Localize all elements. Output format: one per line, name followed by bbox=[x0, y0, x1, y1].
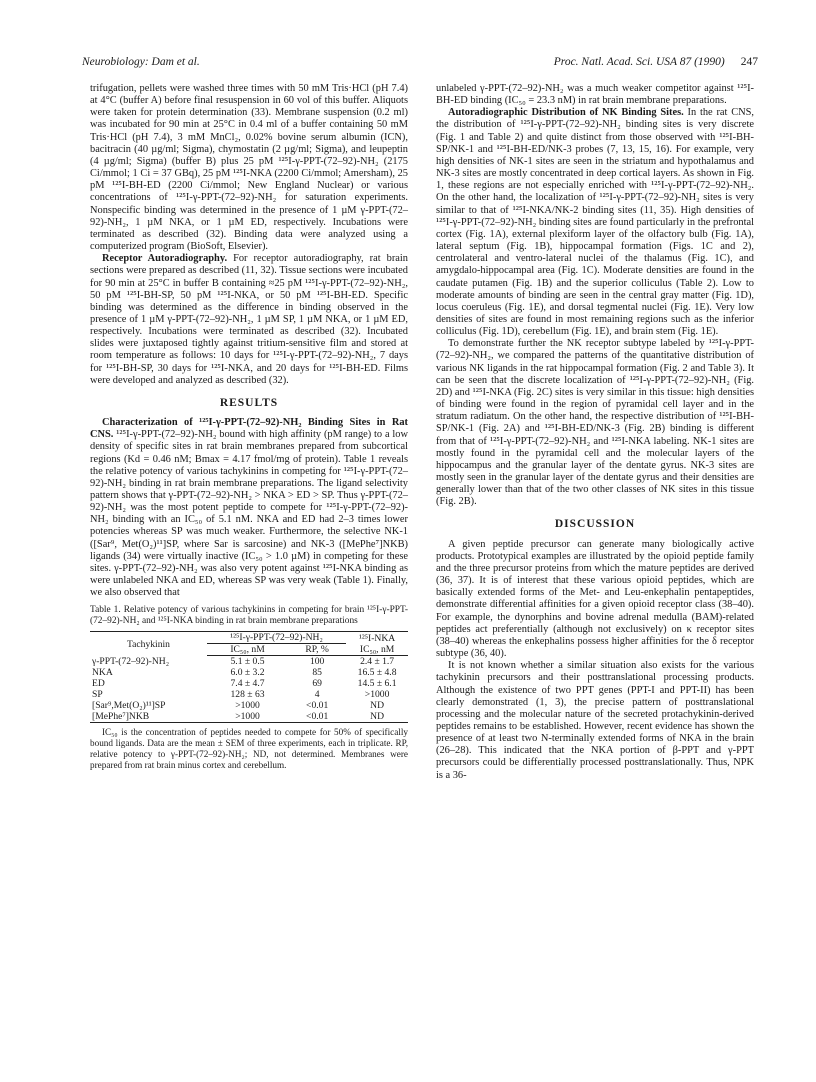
paragraph-body: In the rat CNS, the distribution of ¹²⁵I-γ-PPT-(72–92)-NH₂ binding sites is very discrete (Fig. 1 and Table 2) and quite distinct from those observed with ¹²⁵I-BH-SP/NK-1 and ¹²⁵I-BH-ED/NK-3 probes (7, 13, 15, 16). For example, very high densities of NK-1 sites are seen in the striatum and hypothalamus and NK-3 sites are mostly concentrated in deep cortical layers. As shown in Fig. 1, these regions are not especially enriched with ¹²⁵I-γ-PPT-(72–92)-NH₂. On the other hand, the localization of ¹²⁵I-γ-PPT-(72–92)-NH₂ sites is very similar to that of ¹²⁵I-NKA/NK-2 binding sites (11, 35). High densities of ¹²⁵I-γ-PPT-(72–92)-NH₂ binding sites are found particularly in the prefrontal cortex (Fig. 1A), external plexiform layer of the olfactory bulb (Fig. 1A), lateral septum (Fig. 1B), hippocampal formation (Figs. 1C and 2), centrolateral and ventro-lateral nuclei of the thalamus (Fig. 1C), and amygdalo-hippocampal area (Fig. 1C). Moderate densities are found in the caudate putamen (Fig. 1B) and the superior colliculus (Table 2). Low to moderate amounts of binding are seen in the central gray matter (Fig. 1D), locus coeruleus (Fig. 1E), and dorsal tegmental nuclei (Fig. 1E). Very low densities of sites are found in most remaining regions such as the inferior colliculus (Fig. 1D), cerebellum (Fig. 1E), and brain stem (Fig. 1E). bbox=[436, 107, 755, 338]
paragraph-discussion-1: A given peptide precursor can generate many biologically active products. Prototypical examples are illustrated by the opioid peptide family and the three precursor proteins from which the mature peptides are derived (36, 37). It is of interest that these various opioid peptides, which are basically extended forms of the Met- and Leu-enkephalin pentapeptides, demonstrate differential affinities for a given opioid receptor class (38–40). For example, the dynorphins and bovine adrenal medulla (BAM)-related peptides act preferentially (although not exclusively) on κ receptor sites (38–40) whereas the enkephalins possess higher affinities for the δ receptor subtype (36, 40). bbox=[436, 538, 754, 660]
table-row: [MePhe⁷]NKB >1000 <0.01 ND bbox=[90, 711, 408, 723]
header-journal: Proc. Natl. Acad. Sci. USA 87 (1990) bbox=[553, 56, 725, 68]
paragraph-methods-binding: trifugation, pellets were washed three times with 50 mM Tris·HCl (pH 7.4) at 4°C (buffer A) before final resuspension in 60 vol of this buffer. Aliquots were taken for protein determination (33). Membrane suspension (0.2 ml) was incubated for 90 min at 25°C in 0.4 ml of a buffer containing 50 mM Tris·HCl (pH 7.4), 3 mM MnCl₂, 0.02% bovine serum albumin (ICN), bacitracin (40 µg/ml; Sigma), chymostatin (2 µg/ml; Sigma), and leupeptin (4 µg/ml; Sigma) (buffer B) plus 25 pM ¹²⁵I-γ-PPT-(72–92)-NH₂ (2175 Ci/mmol; 1 Ci = 37 GBq), 25 pM ¹²⁵I-NKA (2200 Ci/mmol; Amersham), 25 pM ¹²⁵I-BH-ED (2200 Ci/mmol; New England Nuclear) or various concentrations of ¹²⁵I-γ-PPT-(72–92)-NH₂ for saturation experiments. Nonspecific binding was determined in the presence of 1 µM γ-PPT-(72–92)-NH₂, 1 µM NKA, or 1 µM ED, respectively. Incubations were terminated as described (32). Binding data were analyzed using a computerized program (BioSoft, Elsevier). bbox=[90, 83, 408, 253]
section-heading-results: RESULTS bbox=[219, 396, 279, 409]
table-row: γ-PPT-(72–92)-NH₂ 5.1 ± 0.5 100 2.4 ± 1.7 bbox=[92, 656, 395, 668]
table-row: NKA 6.0 ± 3.2 85 16.5 ± 4.8 bbox=[92, 667, 397, 679]
run-in-heading: Characterization of ¹²⁵I-γ-PPT-(72–92)-NH₂ Binding Sites in Rat CNS. bbox=[90, 417, 408, 441]
table-row: SP 128 ± 63 4 >1000 bbox=[92, 689, 390, 701]
section-heading-discussion: DISCUSSION bbox=[554, 518, 636, 531]
run-in-heading: Receptor Autoradiography. bbox=[102, 253, 228, 265]
run-in-heading: Autoradiographic Distribution of NK Binding Sites. bbox=[448, 107, 684, 119]
paragraph-discussion-2: It is not known whether a similar situation also exists for the various tachykinin precursors and their posttranslational processing products. Although the existence of two PPT genes (PPT-I and PPT-II) has been clearly demonstrated (1, 3), the precise pattern of posttranslational processing and the molecular nature of the secreted protachykinin-derived peptides remains to be established. However, recent evidence has shown the presence of at least two N-terminally extended forms of NKA in the brain (26–28). This indicated that the NKA portion of β-PPT and γ-PPT precursors could be differentially processed posttranslationally. Thus, NPK is a 36- bbox=[436, 660, 754, 781]
paragraph-characterization bbox=[90, 417, 408, 599]
page-number: 247 bbox=[740, 56, 758, 68]
table-row: [Sar⁹,Met(O₂)¹¹]SP >1000 <0.01 ND bbox=[92, 700, 385, 712]
paragraph-continued: unlabeled γ-PPT-(72–92)-NH₂ was a much weaker competitor against ¹²⁵I-BH-ED binding (IC₅₀ = 23.3 nM) in rat brain membrane preparations. bbox=[436, 83, 754, 107]
col-ic50: IC₅₀, nM bbox=[207, 644, 288, 656]
col-rp: RP, % bbox=[288, 644, 346, 656]
paragraph-autoradiographic-distribution bbox=[436, 107, 754, 338]
right-column bbox=[436, 83, 754, 782]
paragraph-autoradiography bbox=[90, 253, 408, 387]
header-right bbox=[554, 56, 758, 68]
group-header-nka: ¹²⁵I-NKA bbox=[346, 632, 408, 644]
table-footnote: IC₅₀ is the concentration of peptides needed to compete for 50% of specifically bound ligands. Data are the mean ± SEM of three experiments, each in triplicate. RP, relative potency to γ-PPT-(72–92)-NH₂; ND, not determined. Membranes were prepared from rat brain minus cortex and cerebellum. bbox=[90, 727, 408, 770]
paragraph-hippocampal-comparison: To demonstrate further the NK receptor subtype labeled by ¹²⁵I-γ-PPT-(72–92)-NH₂, we compared the patterns of the quantitative distribution of various NK ligands in the rat hippocampal formation (Fig. 2 and Table 3). It can be seen that the discrete localization of ¹²⁵I-γ-PPT-(72–92)-NH₂ (Fig. 2D) and ¹²⁵I-NKA (Fig. 2C) sites is very similar in this tissue: high densities of binding were found in the region of pyramidal cell layer and in the stratum radiatum. On the other hand, the respective distribution of ¹²⁵I-BH-SP/NK-1 (Fig. 2A) and ¹²⁵I-BH-ED/NK-3 (Fig. 2B) binding is different from that of ¹²⁵I-γ-PPT-(72–92)-NH₂ and ¹²⁵I-NKA labeling. NK-1 sites are mostly found in the pyramidal cell and the molecular layers of the hippocampus and the granular layer of the dentate gyrus. NK-3 sites are mostly seen in the granular layer of the dentate gyrus and their densities are generally lower than that of the two other classes of NK sites in this tissue (Fig. 2B). bbox=[436, 338, 754, 508]
group-header-gamma: ¹²⁵I-γ-PPT-(72–92)-NH₂ bbox=[207, 632, 346, 644]
table-1 bbox=[90, 631, 408, 723]
table-row: ED 7.4 ± 4.7 69 14.5 ± 6.1 bbox=[92, 678, 397, 690]
col-ic50-nka: IC₅₀, nM bbox=[346, 644, 408, 656]
running-header bbox=[82, 56, 758, 72]
left-column bbox=[90, 83, 408, 771]
header-author: Neurobiology: Dam et al. bbox=[82, 56, 200, 68]
paragraph-body: For receptor autoradiography, rat brain sections were prepared as described (11, 32). Tissue sections were incubated for 90 min at 25°C in buffer B containing ≈25 pM ¹²⁵I-γ-PPT-(72–92)-NH₂, 50 pM ¹²⁵I-BH-SP, 50 pM ¹²⁵I-NKA, or 50 pM ¹²⁵I-BH-ED. Specific binding was determined as the difference in binding observed in the presence of 1 µM γ-PPT-(72–92)-NH₂, 1 µM SP, 1 µM NKA, or 1 µM ED, respectively. Incubations were terminated as described (32). Incubated slides were juxtaposed tightly against tritium-sensitive film and stored at room temperature as follows: 10 days for ¹²⁵I-γ-PPT-(72–92)-NH₂, 7 days for ¹²⁵I-BH-SP, 30 days for ¹²⁵I-NKA, and 20 days for ¹²⁵I-BH-ED. Films were developed and analyzed as described (32). bbox=[90, 253, 409, 386]
col-tachykinin: Tachykinin bbox=[90, 632, 207, 656]
table-group-header bbox=[90, 632, 408, 644]
table-caption: Table 1. Relative potency of various tachykinins in competing for brain ¹²⁵I-γ-PPT-(72–92)-NH₂ and ¹²⁵I-NKA binding in rat brain membrane preparations bbox=[90, 605, 408, 627]
paragraph-body: ¹²⁵I-γ-PPT-(72–92)-NH₂ bound with high affinity (pM range) to a low density of specific sites in rat brain membranes prepared from subcortical regions (Kd = 0.46 nM; Bmax = 4.17 fmol/mg of protein). Table 1 reveals the relative potency of various tachykinins in competing for ¹²⁵I-γ-PPT-(72–92)-NH₂ binding in rat brain membrane preparations. The ligand selectivity pattern shows that γ-PPT-(72–92)-NH₂ > NKA > ED > SP. Thus γ-PPT-(72–92)-NH₂ was the most potent peptide to compete for ¹²⁵I-γ-PPT-(72–92)-NH₂ binding with an IC₅₀ of 5.1 nM. NKA and ED had 2–3 times lower potencies whereas SP was much weaker. Furthermore, the selective NK-1 ([Sar⁹, Met(O₂)¹¹]SP, where Sar is sarcosine) and NK-3 ([MePhe⁷]NKB) ligands (34) were virtually inactive (IC₅₀ > 1.0 µM) in competing for these sites. γ-PPT-(72–92)-NH₂ was also very potent against ¹²⁵I-NKA binding as were unlabeled NKA and ED, whereas SP was very weak (Table 1). Finally, we also observed that bbox=[90, 429, 408, 599]
